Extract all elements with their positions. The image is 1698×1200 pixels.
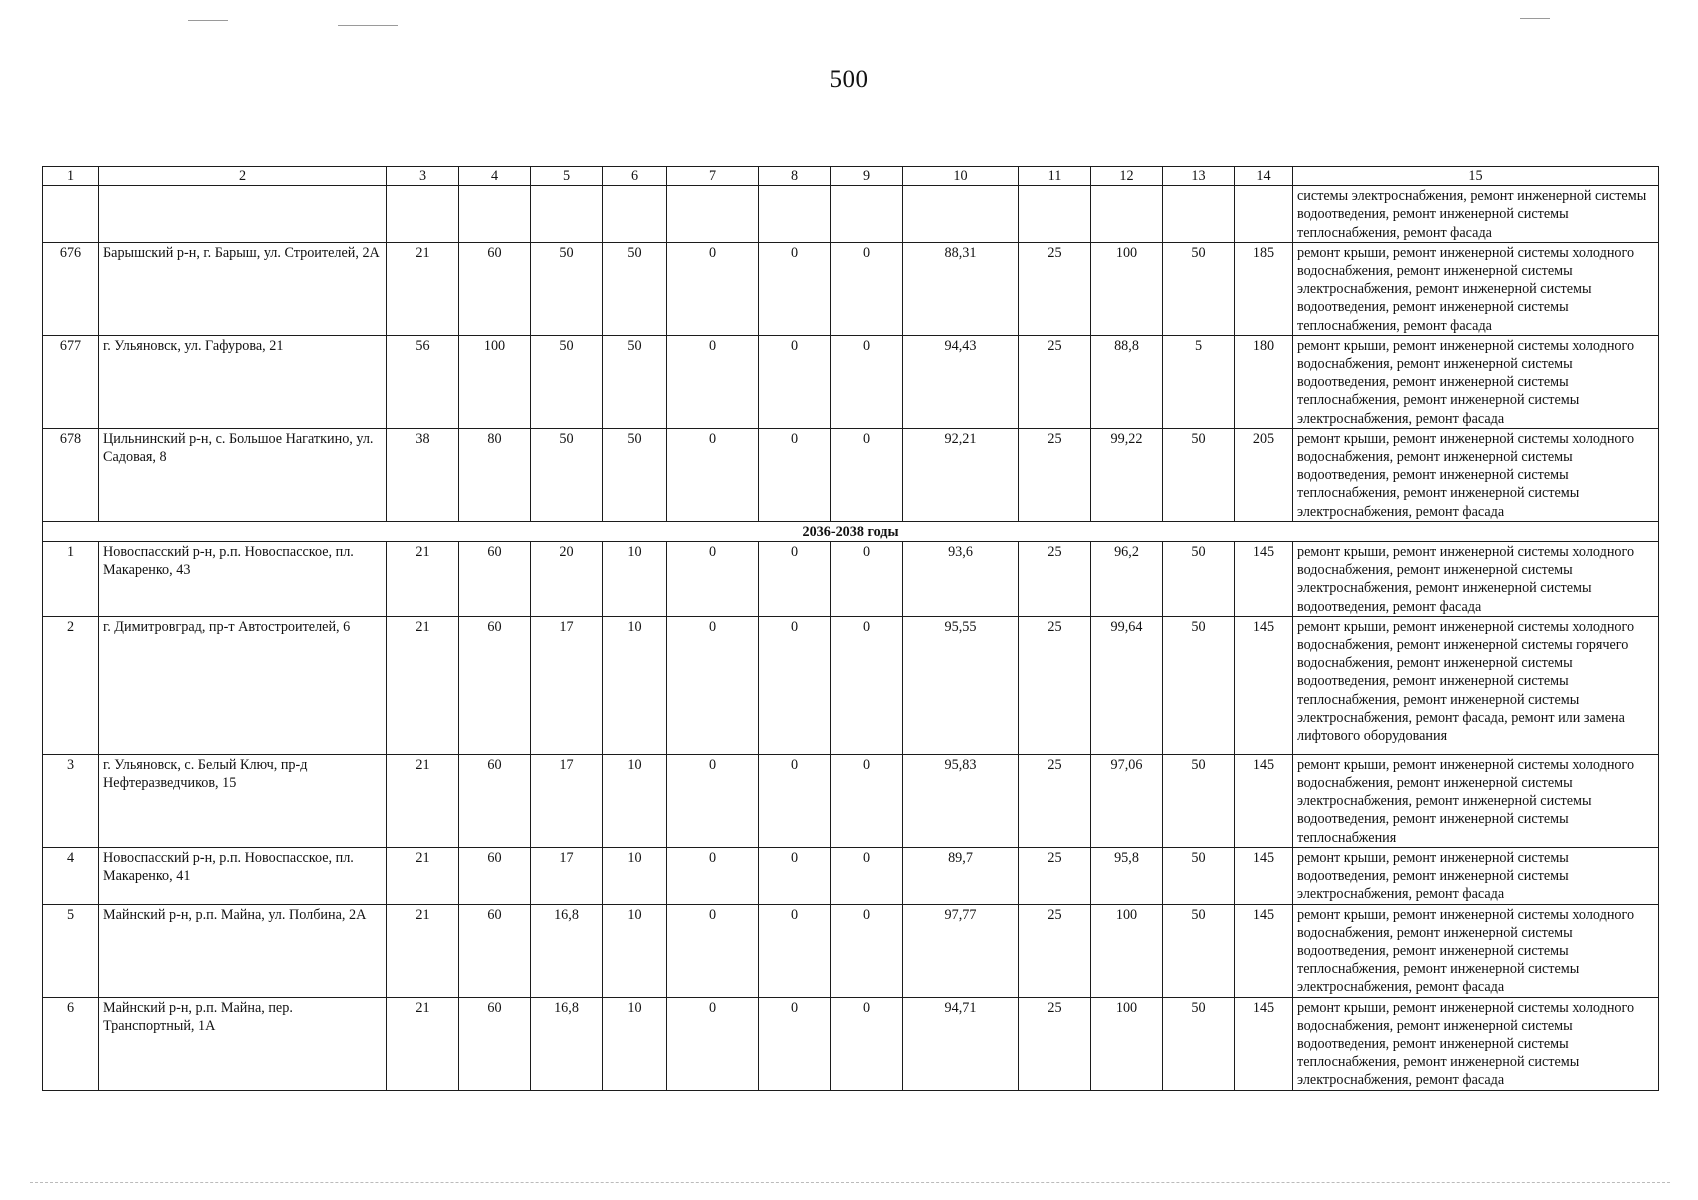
cell-c11: 25 bbox=[1019, 242, 1091, 335]
repair-registry-table bbox=[42, 166, 1659, 1091]
cell-c8: 0 bbox=[759, 754, 831, 847]
cell-c6: 50 bbox=[603, 428, 667, 521]
column-header-12: 12 bbox=[1091, 167, 1163, 186]
cell-c3: 21 bbox=[387, 242, 459, 335]
cell-works: системы электроснабжения, ремонт инженерной системы водоотведения, ремонт инженерной системы теплоснабжения, ремонт фасада bbox=[1293, 186, 1659, 243]
column-header-10: 10 bbox=[903, 167, 1019, 186]
cell-c11: 25 bbox=[1019, 616, 1091, 754]
column-header-1: 1 bbox=[43, 167, 99, 186]
cell-num: 676 bbox=[43, 242, 99, 335]
cell-c4: 60 bbox=[459, 616, 531, 754]
cell-num: 5 bbox=[43, 904, 99, 997]
cell-c3: 21 bbox=[387, 542, 459, 617]
cell-c7: 0 bbox=[667, 754, 759, 847]
cell-c7: 0 bbox=[667, 542, 759, 617]
cell-c14: 145 bbox=[1235, 542, 1293, 617]
cell-c14: 180 bbox=[1235, 335, 1293, 428]
cell-num: 678 bbox=[43, 428, 99, 521]
column-header-3: 3 bbox=[387, 167, 459, 186]
scan-mark bbox=[338, 25, 398, 26]
cell-c9: 0 bbox=[831, 754, 903, 847]
cell-c13: 50 bbox=[1163, 242, 1235, 335]
scan-mark bbox=[188, 20, 228, 21]
cell-num: 677 bbox=[43, 335, 99, 428]
table-row bbox=[43, 904, 1659, 997]
cell-c3: 21 bbox=[387, 754, 459, 847]
cell-c11: 25 bbox=[1019, 904, 1091, 997]
column-header-14: 14 bbox=[1235, 167, 1293, 186]
cell-c7: 0 bbox=[667, 997, 759, 1090]
cell-c12: 95,8 bbox=[1091, 847, 1163, 904]
cell-c4: 60 bbox=[459, 242, 531, 335]
column-header-6: 6 bbox=[603, 167, 667, 186]
cell-c3: 38 bbox=[387, 428, 459, 521]
cell-num: 4 bbox=[43, 847, 99, 904]
cell-c5: 50 bbox=[531, 428, 603, 521]
group-heading: 2036-2038 годы bbox=[43, 521, 1659, 541]
cell-address: Майнский р-н, р.п. Майна, пер. Транспортный, 1А bbox=[99, 997, 387, 1090]
cell-c10: 92,21 bbox=[903, 428, 1019, 521]
registry-body bbox=[43, 186, 1659, 1090]
table-row bbox=[43, 242, 1659, 335]
cell-empty bbox=[1019, 186, 1091, 243]
cell-empty bbox=[1091, 186, 1163, 243]
cell-c10: 94,43 bbox=[903, 335, 1019, 428]
cell-c4: 100 bbox=[459, 335, 531, 428]
cell-c5: 17 bbox=[531, 754, 603, 847]
scan-mark bbox=[1520, 18, 1550, 19]
cell-c7: 0 bbox=[667, 616, 759, 754]
cell-works: ремонт крыши, ремонт инженерной системы холодного водоснабжения, ремонт инженерной системы водоотведения, ремонт инженерной системы теплоснабжения, ремонт инженерной системы электроснабжения, ремонт фасада bbox=[1293, 904, 1659, 997]
cell-c13: 50 bbox=[1163, 997, 1235, 1090]
cell-num: 2 bbox=[43, 616, 99, 754]
cell-works: ремонт крыши, ремонт инженерной системы холодного водоснабжения, ремонт инженерной системы электроснабжения, ремонт инженерной системы водоотведения, ремонт фасада bbox=[1293, 542, 1659, 617]
column-header-11: 11 bbox=[1019, 167, 1091, 186]
cell-c7: 0 bbox=[667, 242, 759, 335]
cell-c12: 99,64 bbox=[1091, 616, 1163, 754]
cell-c5: 17 bbox=[531, 847, 603, 904]
cell-c13: 50 bbox=[1163, 904, 1235, 997]
cell-c6: 10 bbox=[603, 616, 667, 754]
scan-bottom-line bbox=[30, 1182, 1670, 1183]
cell-c7: 0 bbox=[667, 335, 759, 428]
cell-address: Новоспасский р-н, р.п. Новоспасское, пл. Макаренко, 43 bbox=[99, 542, 387, 617]
cell-c10: 88,31 bbox=[903, 242, 1019, 335]
table-row bbox=[43, 542, 1659, 617]
column-header-9: 9 bbox=[831, 167, 903, 186]
cell-c13: 50 bbox=[1163, 616, 1235, 754]
cell-empty bbox=[1163, 186, 1235, 243]
cell-c7: 0 bbox=[667, 428, 759, 521]
cell-c4: 60 bbox=[459, 542, 531, 617]
cell-empty bbox=[1235, 186, 1293, 243]
cell-c5: 50 bbox=[531, 242, 603, 335]
cell-c4: 60 bbox=[459, 754, 531, 847]
cell-c14: 205 bbox=[1235, 428, 1293, 521]
cell-c8: 0 bbox=[759, 616, 831, 754]
cell-c3: 21 bbox=[387, 847, 459, 904]
continuation-row bbox=[43, 186, 1659, 243]
cell-c12: 99,22 bbox=[1091, 428, 1163, 521]
cell-c6: 50 bbox=[603, 242, 667, 335]
cell-address bbox=[99, 186, 387, 243]
cell-num: 6 bbox=[43, 997, 99, 1090]
cell-num: 3 bbox=[43, 754, 99, 847]
cell-c6: 10 bbox=[603, 847, 667, 904]
cell-c10: 89,7 bbox=[903, 847, 1019, 904]
cell-c13: 50 bbox=[1163, 428, 1235, 521]
cell-c10: 93,6 bbox=[903, 542, 1019, 617]
cell-c11: 25 bbox=[1019, 847, 1091, 904]
cell-c3: 21 bbox=[387, 616, 459, 754]
cell-c7: 0 bbox=[667, 847, 759, 904]
cell-c6: 10 bbox=[603, 542, 667, 617]
cell-c6: 10 bbox=[603, 904, 667, 997]
cell-c11: 25 bbox=[1019, 335, 1091, 428]
cell-c6: 10 bbox=[603, 997, 667, 1090]
cell-c3: 21 bbox=[387, 904, 459, 997]
cell-c13: 5 bbox=[1163, 335, 1235, 428]
cell-works: ремонт крыши, ремонт инженерной системы холодного водоснабжения, ремонт инженерной системы электроснабжения, ремонт инженерной системы водоотведения, ремонт инженерной системы теплоснабжения bbox=[1293, 754, 1659, 847]
cell-c4: 80 bbox=[459, 428, 531, 521]
group-heading-row bbox=[43, 521, 1659, 541]
cell-works: ремонт крыши, ремонт инженерной системы холодного водоснабжения, ремонт инженерной системы водоотведения, ремонт инженерной системы теплоснабжения, ремонт инженерной системы электроснабжения, ремонт фасада bbox=[1293, 997, 1659, 1090]
cell-address: Новоспасский р-н, р.п. Новоспасское, пл. Макаренко, 41 bbox=[99, 847, 387, 904]
cell-c12: 88,8 bbox=[1091, 335, 1163, 428]
cell-c5: 20 bbox=[531, 542, 603, 617]
table-row bbox=[43, 616, 1659, 754]
cell-works: ремонт крыши, ремонт инженерной системы холодного водоснабжения, ремонт инженерной системы водоотведения, ремонт инженерной системы теплоснабжения, ремонт инженерной системы электроснабжения, ремонт фасада bbox=[1293, 428, 1659, 521]
cell-c8: 0 bbox=[759, 997, 831, 1090]
cell-c5: 16,8 bbox=[531, 904, 603, 997]
cell-c13: 50 bbox=[1163, 542, 1235, 617]
cell-c10: 94,71 bbox=[903, 997, 1019, 1090]
cell-empty bbox=[531, 186, 603, 243]
cell-c9: 0 bbox=[831, 542, 903, 617]
cell-c8: 0 bbox=[759, 904, 831, 997]
cell-c5: 50 bbox=[531, 335, 603, 428]
cell-c11: 25 bbox=[1019, 542, 1091, 617]
cell-c5: 17 bbox=[531, 616, 603, 754]
cell-c6: 10 bbox=[603, 754, 667, 847]
cell-address: г. Димитровград, пр-т Автостроителей, 6 bbox=[99, 616, 387, 754]
cell-c11: 25 bbox=[1019, 754, 1091, 847]
cell-c14: 145 bbox=[1235, 904, 1293, 997]
cell-empty bbox=[387, 186, 459, 243]
cell-empty bbox=[667, 186, 759, 243]
page-number: 500 bbox=[829, 66, 869, 93]
cell-c12: 100 bbox=[1091, 997, 1163, 1090]
cell-c3: 21 bbox=[387, 997, 459, 1090]
cell-c5: 16,8 bbox=[531, 997, 603, 1090]
cell-empty bbox=[831, 186, 903, 243]
cell-empty bbox=[903, 186, 1019, 243]
cell-c6: 50 bbox=[603, 335, 667, 428]
cell-c10: 97,77 bbox=[903, 904, 1019, 997]
cell-c9: 0 bbox=[831, 428, 903, 521]
cell-c12: 100 bbox=[1091, 904, 1163, 997]
cell-address: Майнский р-н, р.п. Майна, ул. Полбина, 2А bbox=[99, 904, 387, 997]
cell-c9: 0 bbox=[831, 242, 903, 335]
cell-c4: 60 bbox=[459, 997, 531, 1090]
cell-c9: 0 bbox=[831, 847, 903, 904]
table-row bbox=[43, 847, 1659, 904]
cell-num: 1 bbox=[43, 542, 99, 617]
cell-c8: 0 bbox=[759, 428, 831, 521]
cell-works: ремонт крыши, ремонт инженерной системы водоотведения, ремонт инженерной системы электроснабжения, ремонт фасада bbox=[1293, 847, 1659, 904]
cell-c14: 145 bbox=[1235, 616, 1293, 754]
cell-address: Барышский р-н, г. Барыш, ул. Строителей, 2А bbox=[99, 242, 387, 335]
cell-c10: 95,55 bbox=[903, 616, 1019, 754]
column-header-8: 8 bbox=[759, 167, 831, 186]
cell-empty bbox=[603, 186, 667, 243]
cell-works: ремонт крыши, ремонт инженерной системы холодного водоснабжения, ремонт инженерной системы горячего водоснабжения, ремонт инженерной системы водоотведения, ремонт инженерной системы теплоснабжения, ремонт инженерной системы электроснабжения, ремонт фасада, ремонт или замена лифтового оборудования bbox=[1293, 616, 1659, 754]
table-row bbox=[43, 335, 1659, 428]
header-row bbox=[43, 167, 1659, 186]
cell-c13: 50 bbox=[1163, 847, 1235, 904]
cell-works: ремонт крыши, ремонт инженерной системы холодного водоснабжения, ремонт инженерной системы электроснабжения, ремонт инженерной системы водоотведения, ремонт инженерной системы теплоснабжения, ремонт фасада bbox=[1293, 242, 1659, 335]
cell-empty bbox=[759, 186, 831, 243]
cell-c9: 0 bbox=[831, 904, 903, 997]
cell-c4: 60 bbox=[459, 904, 531, 997]
table-row bbox=[43, 428, 1659, 521]
column-header-2: 2 bbox=[99, 167, 387, 186]
cell-c10: 95,83 bbox=[903, 754, 1019, 847]
cell-c12: 100 bbox=[1091, 242, 1163, 335]
cell-c7: 0 bbox=[667, 904, 759, 997]
cell-works: ремонт крыши, ремонт инженерной системы холодного водоснабжения, ремонт инженерной системы водоотведения, ремонт инженерной системы теплоснабжения, ремонт инженерной системы электроснабжения, ремонт фасада bbox=[1293, 335, 1659, 428]
cell-c8: 0 bbox=[759, 335, 831, 428]
cell-c8: 0 bbox=[759, 847, 831, 904]
cell-c9: 0 bbox=[831, 335, 903, 428]
cell-c14: 145 bbox=[1235, 997, 1293, 1090]
cell-c3: 56 bbox=[387, 335, 459, 428]
column-header-5: 5 bbox=[531, 167, 603, 186]
cell-c8: 0 bbox=[759, 242, 831, 335]
cell-c11: 25 bbox=[1019, 428, 1091, 521]
cell-c12: 96,2 bbox=[1091, 542, 1163, 617]
cell-c12: 97,06 bbox=[1091, 754, 1163, 847]
cell-address: г. Ульяновск, ул. Гафурова, 21 bbox=[99, 335, 387, 428]
cell-c9: 0 bbox=[831, 997, 903, 1090]
cell-empty bbox=[459, 186, 531, 243]
column-header-4: 4 bbox=[459, 167, 531, 186]
cell-num bbox=[43, 186, 99, 243]
column-header-15: 15 bbox=[1293, 167, 1659, 186]
table-row bbox=[43, 997, 1659, 1090]
cell-c4: 60 bbox=[459, 847, 531, 904]
table-row bbox=[43, 754, 1659, 847]
cell-c14: 145 bbox=[1235, 754, 1293, 847]
column-header-7: 7 bbox=[667, 167, 759, 186]
column-header-13: 13 bbox=[1163, 167, 1235, 186]
cell-c14: 145 bbox=[1235, 847, 1293, 904]
cell-c11: 25 bbox=[1019, 997, 1091, 1090]
cell-c9: 0 bbox=[831, 616, 903, 754]
cell-c8: 0 bbox=[759, 542, 831, 617]
cell-address: Цильнинский р-н, с. Большое Нагаткино, ул. Садовая, 8 bbox=[99, 428, 387, 521]
cell-c13: 50 bbox=[1163, 754, 1235, 847]
cell-c14: 185 bbox=[1235, 242, 1293, 335]
cell-address: г. Ульяновск, с. Белый Ключ, пр-д Нефтеразведчиков, 15 bbox=[99, 754, 387, 847]
